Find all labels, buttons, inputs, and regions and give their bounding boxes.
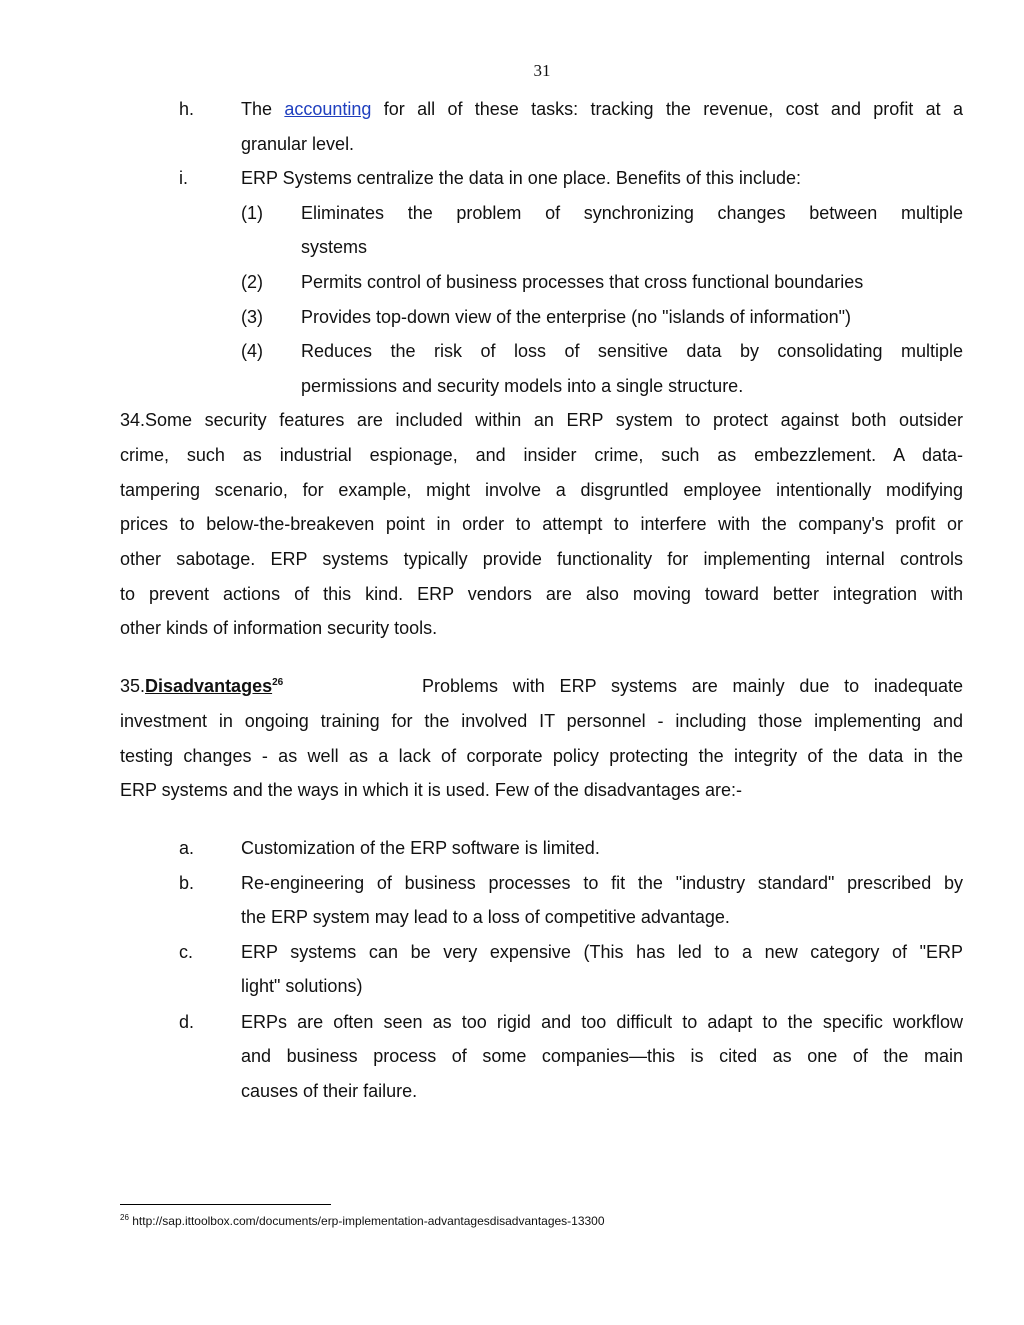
footnote-separator [120, 1204, 331, 1205]
sub-marker-3: (3) [241, 307, 263, 327]
disadvantage-d-line-2: and business process of some companies—this is cited as one of the main [241, 1046, 963, 1066]
disadvantage-d-line-3: causes of their failure. [241, 1081, 418, 1101]
para-34-line-2: crime, such as industrial espionage, and insider crime, such as embezzlement. A data- [120, 445, 963, 465]
list-marker-d: d. [179, 1012, 195, 1032]
disadvantage-c-line-1: ERP systems can be very expensive (This has led to a new category of "ERP [241, 942, 963, 962]
section-35-heading [120, 675, 283, 697]
footnote-26 [120, 1213, 605, 1229]
para-35-line-2: investment in ongoing training for the involved IT personnel - including those implementing and [120, 711, 963, 731]
sub-marker-4: (4) [241, 341, 263, 361]
para-35-line-3: testing changes - as well as a lack of corporate policy protecting the integrity of the data in the [120, 746, 963, 766]
disadvantage-b-line-2: the ERP system may lead to a loss of competitive advantage. [241, 907, 730, 927]
accounting-link[interactable]: accounting [284, 99, 372, 119]
disadvantage-b-line-1: Re-engineering of business processes to fit the "industry standard" prescribed by [241, 873, 963, 893]
para-34-line-5: other sabotage. ERP systems typically provide functionality for implementing internal controls [120, 549, 963, 569]
list-marker-b: b. [179, 873, 195, 893]
disadvantages-heading: Disadvantages [145, 676, 273, 696]
list-marker-h: h. [179, 99, 195, 119]
list-marker-a: a. [179, 838, 195, 858]
footnote-ref-26[interactable]: 26 [272, 677, 284, 688]
page-number: 31 [533, 61, 551, 80]
sub-item-4-line-2: permissions and security models into a single structure. [301, 376, 744, 396]
para-35-line-4: ERP systems and the ways in which it is used. Few of the disadvantages are:- [120, 780, 742, 800]
item-i-text: ERP Systems centralize the data in one place. Benefits of this include: [241, 168, 801, 188]
disadvantage-a-line-1: Customization of the ERP software is limited. [241, 838, 600, 858]
sub-item-4-line-1: Reduces the risk of loss of sensitive data by consolidating multiple [301, 341, 963, 361]
para-34-line-4: prices to below-the-breakeven point in order to attempt to interfere with the company's profit or [120, 514, 963, 534]
sub-marker-1: (1) [241, 203, 263, 223]
para-34-line-3: tampering scenario, for example, might involve a disgruntled employee intentionally modifying [120, 480, 963, 500]
item-h-pre: The [241, 99, 285, 119]
sub-marker-2: (2) [241, 272, 263, 292]
sub-item-2-line-1: Permits control of business processes that cross functional boundaries [301, 272, 864, 292]
section-35-number: 35. [120, 676, 146, 696]
footnote-url[interactable]: http://sap.ittoolbox.com/documents/erp-implementation-advantagesdisadvantages-13300 [132, 1214, 605, 1228]
footnote-number: 26 [120, 1213, 129, 1222]
disadvantage-c-line-2: light" solutions) [241, 976, 363, 996]
para-34-line-1: 34.Some security features are included within an ERP system to protect against both outsider [120, 410, 963, 430]
sub-item-1-line-2: systems [301, 237, 368, 257]
sub-item-3-line-1: Provides top-down view of the enterprise (no "islands of information") [301, 307, 852, 327]
para-35-line-1: Problems with ERP systems are mainly due to inadequate [422, 676, 963, 696]
para-34-line-6: to prevent actions of this kind. ERP vendors are also moving toward better integration with [120, 584, 963, 604]
list-marker-c: c. [179, 942, 194, 962]
item-h-post: for all of these tasks: tracking the revenue, cost and profit at a [371, 99, 963, 119]
item-h-line-1 [241, 98, 963, 120]
sub-item-1-line-1: Eliminates the problem of synchronizing changes between multiple [301, 203, 963, 223]
list-marker-i: i. [179, 168, 188, 188]
para-34-line-7: other kinds of information security tools. [120, 618, 438, 638]
disadvantage-d-line-1: ERPs are often seen as too rigid and too difficult to adapt to the specific workflow [241, 1012, 963, 1032]
item-h-line-2: granular level. [241, 134, 355, 154]
